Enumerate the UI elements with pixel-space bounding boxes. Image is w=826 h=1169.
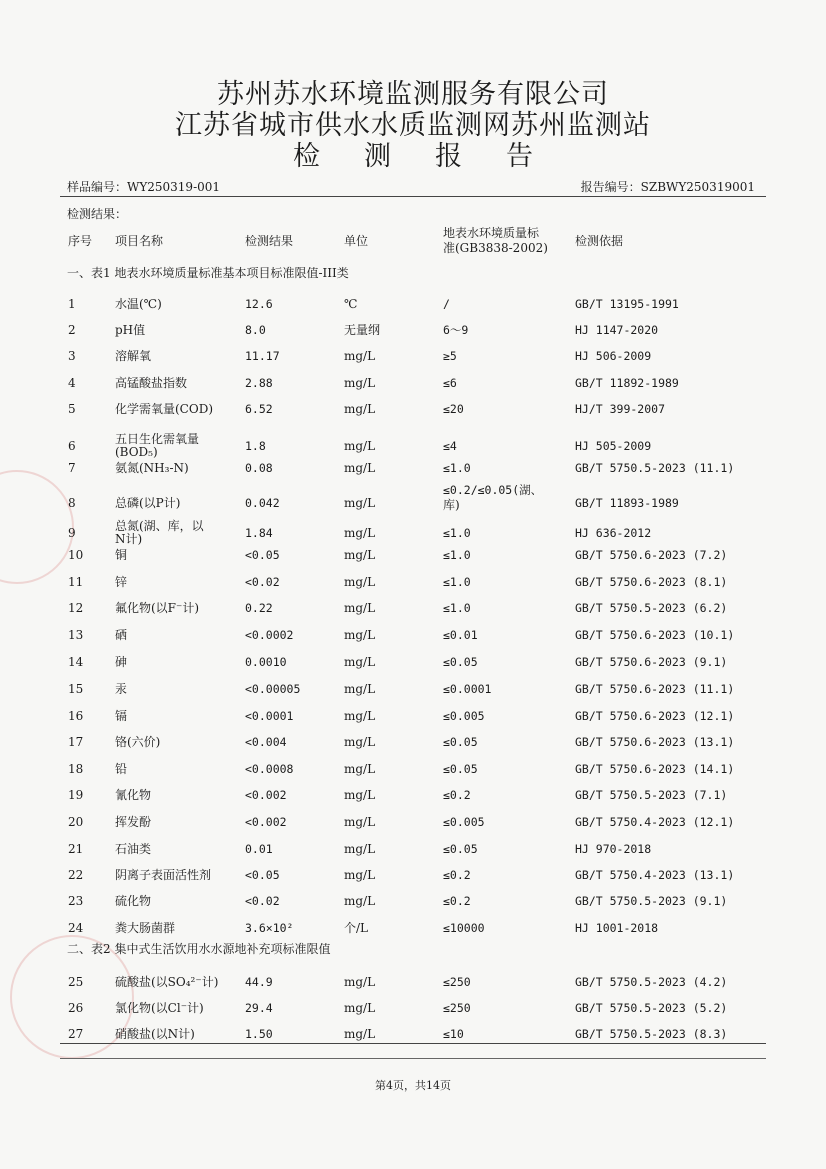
item-name: 硫化物 [115, 894, 152, 908]
standard-limit: ≤0.05 [443, 762, 478, 776]
page-number: 第4页，共14页 [375, 1079, 451, 1092]
item-name: 镉 [115, 709, 128, 723]
result-value: <0.0001 [245, 709, 294, 723]
test-method: GB/T 5750.5-2023 (5.2) [575, 1001, 728, 1015]
result-value: <0.002 [245, 815, 287, 829]
unit-value: mg/L [344, 709, 376, 723]
row-number: 7 [68, 461, 76, 475]
row-number: 20 [68, 815, 84, 829]
col-no-header: 序号 [68, 234, 93, 248]
test-method: GB/T 5750.4-2023 (13.1) [575, 868, 735, 882]
table-row [0, 601, 826, 627]
col-name-header: 项目名称 [115, 234, 164, 248]
test-method: GB/T 5750.6-2023 (12.1) [575, 709, 735, 723]
standard-limit: / [443, 297, 450, 311]
unit-value: mg/L [344, 496, 376, 510]
result-value: 44.9 [245, 975, 273, 989]
item-name: 总磷(以P计) [115, 496, 181, 510]
unit-value: mg/L [344, 601, 376, 615]
table-row [0, 323, 826, 349]
table-row [0, 1027, 826, 1053]
test-method: GB/T 5750.6-2023 (14.1) [575, 762, 735, 776]
header-divider [60, 196, 766, 197]
result-value: 0.042 [245, 496, 280, 510]
table-row [0, 709, 826, 735]
table-row [0, 788, 826, 814]
row-number: 4 [68, 376, 76, 390]
test-method: GB/T 11892-1989 [575, 376, 679, 390]
row-number: 15 [68, 682, 84, 696]
standard-limit-line2: 库) [443, 498, 460, 512]
table-row [0, 432, 826, 458]
result-value: <0.05 [245, 548, 280, 562]
unit-value: 无量纲 [344, 323, 381, 337]
unit-value: mg/L [344, 762, 376, 776]
row-number: 9 [68, 526, 76, 540]
test-method: HJ/T 399-2007 [575, 402, 666, 416]
col-std-header-line1: 地表水环境质量标 [443, 226, 540, 240]
item-name: 汞 [115, 682, 128, 696]
footer-divider [60, 1043, 766, 1044]
test-method: GB/T 5750.6-2023 (11.1) [575, 682, 735, 696]
item-name: 硫酸盐(以SO₄²⁻计) [115, 975, 219, 989]
unit-value: mg/L [344, 376, 376, 390]
unit-value: mg/L [344, 349, 376, 363]
table-row [0, 297, 826, 323]
footer-divider-2 [60, 1058, 766, 1059]
item-name: 铜 [115, 548, 128, 562]
row-number: 11 [68, 575, 84, 589]
row-number: 25 [68, 975, 84, 989]
test-method: HJ 1001-2018 [575, 921, 659, 935]
table-row [0, 815, 826, 841]
test-method: GB/T 5750.5-2023 (9.1) [575, 894, 728, 908]
standard-limit: 6～9 [443, 323, 469, 337]
standard-limit: ≤1.0 [443, 526, 471, 540]
unit-value: mg/L [344, 402, 376, 416]
result-value: 1.8 [245, 439, 266, 453]
test-method: GB/T 5750.5-2023 (7.1) [575, 788, 728, 802]
test-method: GB/T 5750.6-2023 (10.1) [575, 628, 735, 642]
row-number: 26 [68, 1001, 84, 1015]
row-number: 6 [68, 439, 76, 453]
test-method: GB/T 5750.5-2023 (4.2) [575, 975, 728, 989]
item-name: 砷 [115, 655, 128, 669]
result-value: 0.22 [245, 601, 273, 615]
table-row [0, 519, 826, 545]
item-name-line2: (BOD₅) [115, 445, 158, 459]
item-name: 石油类 [115, 842, 152, 856]
item-name: 氨氮(NH₃-N) [115, 461, 189, 475]
result-value: 0.08 [245, 461, 273, 475]
row-number: 3 [68, 349, 76, 363]
standard-limit: ≤20 [443, 402, 464, 416]
test-method: GB/T 5750.6-2023 (8.1) [575, 575, 728, 589]
result-value: 3.6×10² [245, 921, 294, 935]
result-value: <0.004 [245, 735, 287, 749]
row-number: 24 [68, 921, 84, 935]
row-number: 18 [68, 762, 84, 776]
result-value: 8.0 [245, 323, 266, 337]
col-unit-header: 单位 [344, 234, 369, 248]
item-name: 铬(六价) [115, 735, 161, 749]
result-value: 0.0010 [245, 655, 287, 669]
row-number: 13 [68, 628, 84, 642]
row-number: 14 [68, 655, 84, 669]
standard-limit: ≤1.0 [443, 548, 471, 562]
test-method: HJ 1147-2020 [575, 323, 659, 337]
item-name: 高锰酸盐指数 [115, 376, 188, 390]
table-row [0, 762, 826, 788]
test-method: GB/T 11893-1989 [575, 496, 679, 510]
item-name-line2: N计) [115, 532, 143, 546]
standard-limit: ≤0.2 [443, 894, 471, 908]
unit-value: mg/L [344, 788, 376, 802]
result-value: <0.0008 [245, 762, 294, 776]
result-label: 检测结果： [67, 207, 128, 221]
row-number: 1 [68, 297, 76, 311]
unit-value: 个/L [344, 921, 369, 935]
table-row [0, 975, 826, 1001]
standard-limit: ≤6 [443, 376, 457, 390]
result-value: <0.02 [245, 894, 280, 908]
result-value: 6.52 [245, 402, 273, 416]
standard-limit: ≤4 [443, 439, 457, 453]
test-method: GB/T 5750.5-2023 (11.1) [575, 461, 735, 475]
item-name: 氯化物(以Cl⁻计) [115, 1001, 204, 1015]
company-title: 苏州苏水环境监测服务有限公司 [217, 79, 609, 110]
result-value: 1.84 [245, 526, 273, 540]
item-name: 溶解氧 [115, 349, 152, 363]
standard-limit: ≤1.0 [443, 601, 471, 615]
table-row [0, 575, 826, 601]
result-value: 2.88 [245, 376, 273, 390]
table-row [0, 376, 826, 402]
table-row [0, 842, 826, 868]
row-number: 2 [68, 323, 76, 337]
result-value: <0.02 [245, 575, 280, 589]
test-method: GB/T 5750.6-2023 (13.1) [575, 735, 735, 749]
result-value: <0.05 [245, 868, 280, 882]
item-name: 氟化物(以F⁻计) [115, 601, 200, 615]
result-value: 11.17 [245, 349, 280, 363]
table-row [0, 461, 826, 487]
table-row [0, 868, 826, 894]
item-name: 阴离子表面活性剂 [115, 868, 212, 882]
item-name: 挥发酚 [115, 815, 152, 829]
standard-limit: ≤1.0 [443, 575, 471, 589]
test-method: HJ 636-2012 [575, 526, 652, 540]
row-number: 23 [68, 894, 84, 908]
result-value: 1.50 [245, 1027, 273, 1041]
row-number: 22 [68, 868, 84, 882]
result-value: <0.0002 [245, 628, 294, 642]
station-title: 江苏省城市供水水质监测网苏州监测站 [175, 110, 651, 141]
report-title: 检测报告 [293, 141, 577, 172]
row-number: 10 [68, 548, 84, 562]
unit-value: mg/L [344, 815, 376, 829]
unit-value: mg/L [344, 1027, 376, 1041]
standard-limit: ≤10 [443, 1027, 464, 1041]
item-name: 硝酸盐(以N计) [115, 1027, 195, 1041]
item-name: 氰化物 [115, 788, 152, 802]
unit-value: mg/L [344, 1001, 376, 1015]
test-method: HJ 505-2009 [575, 439, 652, 453]
table-row [0, 483, 826, 515]
standard-limit: ≤0.05 [443, 842, 478, 856]
standard-limit: ≤0.2 [443, 788, 471, 802]
standard-limit: ≤0.0001 [443, 682, 492, 696]
table-row [0, 1001, 826, 1027]
item-name: pH值 [115, 323, 146, 337]
unit-value: mg/L [344, 682, 376, 696]
table-row [0, 349, 826, 375]
result-value: 29.4 [245, 1001, 273, 1015]
test-method: GB/T 5750.5-2023 (8.3) [575, 1027, 728, 1041]
table-row [0, 402, 826, 428]
standard-limit: ≤250 [443, 1001, 471, 1015]
col-basis-header: 检测依据 [575, 234, 624, 248]
standard-limit: ≤0.05 [443, 735, 478, 749]
table-row [0, 628, 826, 654]
unit-value: mg/L [344, 894, 376, 908]
unit-value: mg/L [344, 439, 376, 453]
sample-number: 样品编号：WY250319-001 [67, 180, 221, 194]
item-name: 粪大肠菌群 [115, 921, 176, 935]
standard-limit: ≤0.2/≤0.05(湖、 [443, 483, 543, 497]
report-number: 报告编号：SZBWY250319001 [580, 180, 755, 194]
test-method: GB/T 5750.6-2023 (9.1) [575, 655, 728, 669]
unit-value: mg/L [344, 975, 376, 989]
unit-value: mg/L [344, 526, 376, 540]
result-value: <0.002 [245, 788, 287, 802]
section-title-2: 二、表2 集中式生活饮用水水源地补充项标准限值 [67, 942, 331, 956]
result-value: 12.6 [245, 297, 273, 311]
test-method: GB/T 5750.5-2023 (6.2) [575, 601, 728, 615]
standard-limit: ≤0.2 [443, 868, 471, 882]
standard-limit: ≤0.05 [443, 655, 478, 669]
unit-value: mg/L [344, 461, 376, 475]
table-row [0, 921, 826, 947]
standard-limit: ≤0.01 [443, 628, 478, 642]
table-row [0, 655, 826, 681]
unit-value: mg/L [344, 868, 376, 882]
item-name: 铅 [115, 762, 128, 776]
item-name: 水温(℃) [115, 297, 162, 311]
row-number: 12 [68, 601, 84, 615]
result-value: 0.01 [245, 842, 273, 856]
standard-limit: ≥5 [443, 349, 457, 363]
unit-value: mg/L [344, 655, 376, 669]
table-row [0, 735, 826, 761]
row-number: 8 [68, 496, 76, 510]
unit-value: ℃ [344, 297, 358, 311]
section-title-1: 一、表1 地表水环境质量标准基本项目标准限值-III类 [67, 266, 349, 280]
row-number: 27 [68, 1027, 84, 1041]
unit-value: mg/L [344, 628, 376, 642]
unit-value: mg/L [344, 575, 376, 589]
item-name: 锌 [115, 575, 128, 589]
test-method: GB/T 5750.4-2023 (12.1) [575, 815, 735, 829]
row-number: 16 [68, 709, 84, 723]
row-number: 21 [68, 842, 84, 856]
item-name: 硒 [115, 628, 128, 642]
unit-value: mg/L [344, 548, 376, 562]
item-name: 化学需氧量(COD) [115, 402, 214, 416]
standard-limit: ≤250 [443, 975, 471, 989]
col-std-header-line2: 准(GB3838-2002) [443, 241, 548, 255]
table-row [0, 894, 826, 920]
test-method: GB/T 13195-1991 [575, 297, 679, 311]
row-number: 5 [68, 402, 76, 416]
result-value: <0.00005 [245, 682, 301, 696]
unit-value: mg/L [344, 735, 376, 749]
standard-limit: ≤10000 [443, 921, 485, 935]
test-method: HJ 970-2018 [575, 842, 652, 856]
item-name: 五日生化需氧量 [115, 432, 200, 446]
col-value-header: 检测结果 [245, 234, 294, 248]
test-method: HJ 506-2009 [575, 349, 652, 363]
table-row [0, 682, 826, 708]
item-name: 总氮(湖、库，以 [115, 519, 204, 533]
standard-limit: ≤0.005 [443, 709, 485, 723]
row-number: 17 [68, 735, 84, 749]
standard-limit: ≤0.005 [443, 815, 485, 829]
test-method: GB/T 5750.6-2023 (7.2) [575, 548, 728, 562]
unit-value: mg/L [344, 842, 376, 856]
standard-limit: ≤1.0 [443, 461, 471, 475]
table-row [0, 548, 826, 574]
row-number: 19 [68, 788, 84, 802]
